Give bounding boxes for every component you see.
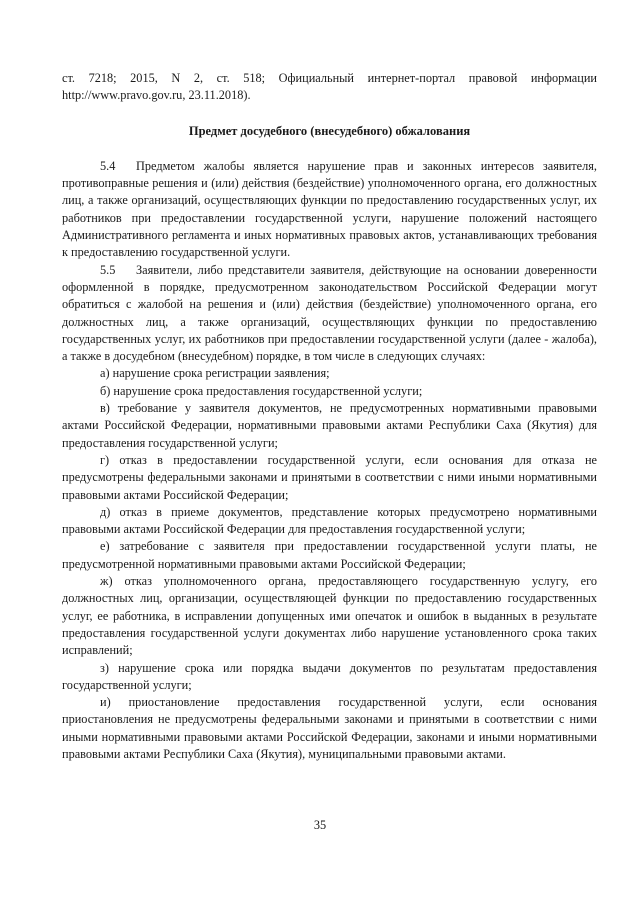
document-page (62, 70, 597, 763)
list-item-e: е) затребование с заявителя при предоставлении государственной услуги платы, не предусмотренной нормативными правовыми актами Российской Федерации; (62, 539, 597, 571)
section-heading: Предмет досудебного (внесудебного) обжалования (188, 123, 471, 138)
list-item-z: з) нарушение срока или порядка выдачи документов по результатам предоставления государственной услуги; (62, 660, 597, 692)
paragraph-text: Заявители, либо представители заявителя, действующие на основании доверенности оформленной в порядке, предусмотренном законодательством Российской Федерации могут обратиться с жалобой на решения и (или) действия (бездействие) уполномоченного органа, его должностных лиц, а также организаций, осуществляющих функции по предоставлению государственных услуг, их работников при предоставлении государственной услуги (далее - жалоба), а также в досудебном (внесудебном) порядке, в том числе в следующих случаях: (62, 262, 597, 364)
paragraph-5-4 (62, 158, 597, 262)
paragraph-number: 5.5 (100, 262, 116, 277)
list-item-zh: ж) отказ уполномоченного органа, предоставляющего государственную услугу, его должностных лиц, организации, осуществляющей функции по предоставлению государственных услуг, ее работника, в исправлении допущенных ими опечаток и ошибок в выданных в результате предоставления государственной услуги документах либо нарушение установленного срока таких исправлений; (62, 574, 597, 658)
list-item-b: б) нарушение срока предоставления государственной услуги; (100, 383, 423, 398)
intro-text: ст. 7218; 2015, N 2, ст. 518; Официальный интернет-портал правовой информации http://www.pravo.gov.ru, 23.11.2018). (62, 71, 597, 103)
paragraph-text: Предметом жалобы является нарушение прав и законных интересов заявителя, противоправные решения и (или) действия (бездействие) уполномоченного органа, его должностных лиц, а также организаций, осуществляющих функции по предоставлению государственных услуг, их работников при предоставлении государственной услуги, нарушение положений настоящего Административного регламента и иных нормативных правовых актов, устанавливающих требования к предоставлению государственной услуги. (62, 158, 597, 260)
list-item-a: а) нарушение срока регистрации заявления; (100, 366, 330, 381)
list-item-i: и) приостановление предоставления государственной услуги, если основания приостановления не предусмотрены федеральными законами и принятыми в соответствии с ними иными нормативными правовыми актами Российской Федерации, законами и иными нормативными правовыми актами Республики Саха (Якутия), муниципальными правовыми актами. (62, 695, 597, 761)
list-item-d: д) отказ в приеме документов, представление которых предусмотрено нормативными правовыми актами Российской Федерации для предоставления государственной услуги; (62, 504, 597, 537)
list-item-g: г) отказ в предоставлении государственной услуги, если основания для отказа не предусмотрены федеральными законами и принятыми в соответствии с ними иными нормативными правовыми актами Российской Федерации; (62, 452, 597, 502)
list-item-v: в) требование у заявителя документов, не предусмотренных нормативными правовыми актами Российской Федерации, нормативными правовыми актами Республики Саха (Якутия) для предоставления государственной услуги; (62, 401, 597, 450)
paragraph-5-5 (62, 262, 597, 366)
page-number: 35 (313, 818, 327, 832)
paragraph-number: 5.4 (100, 158, 116, 173)
